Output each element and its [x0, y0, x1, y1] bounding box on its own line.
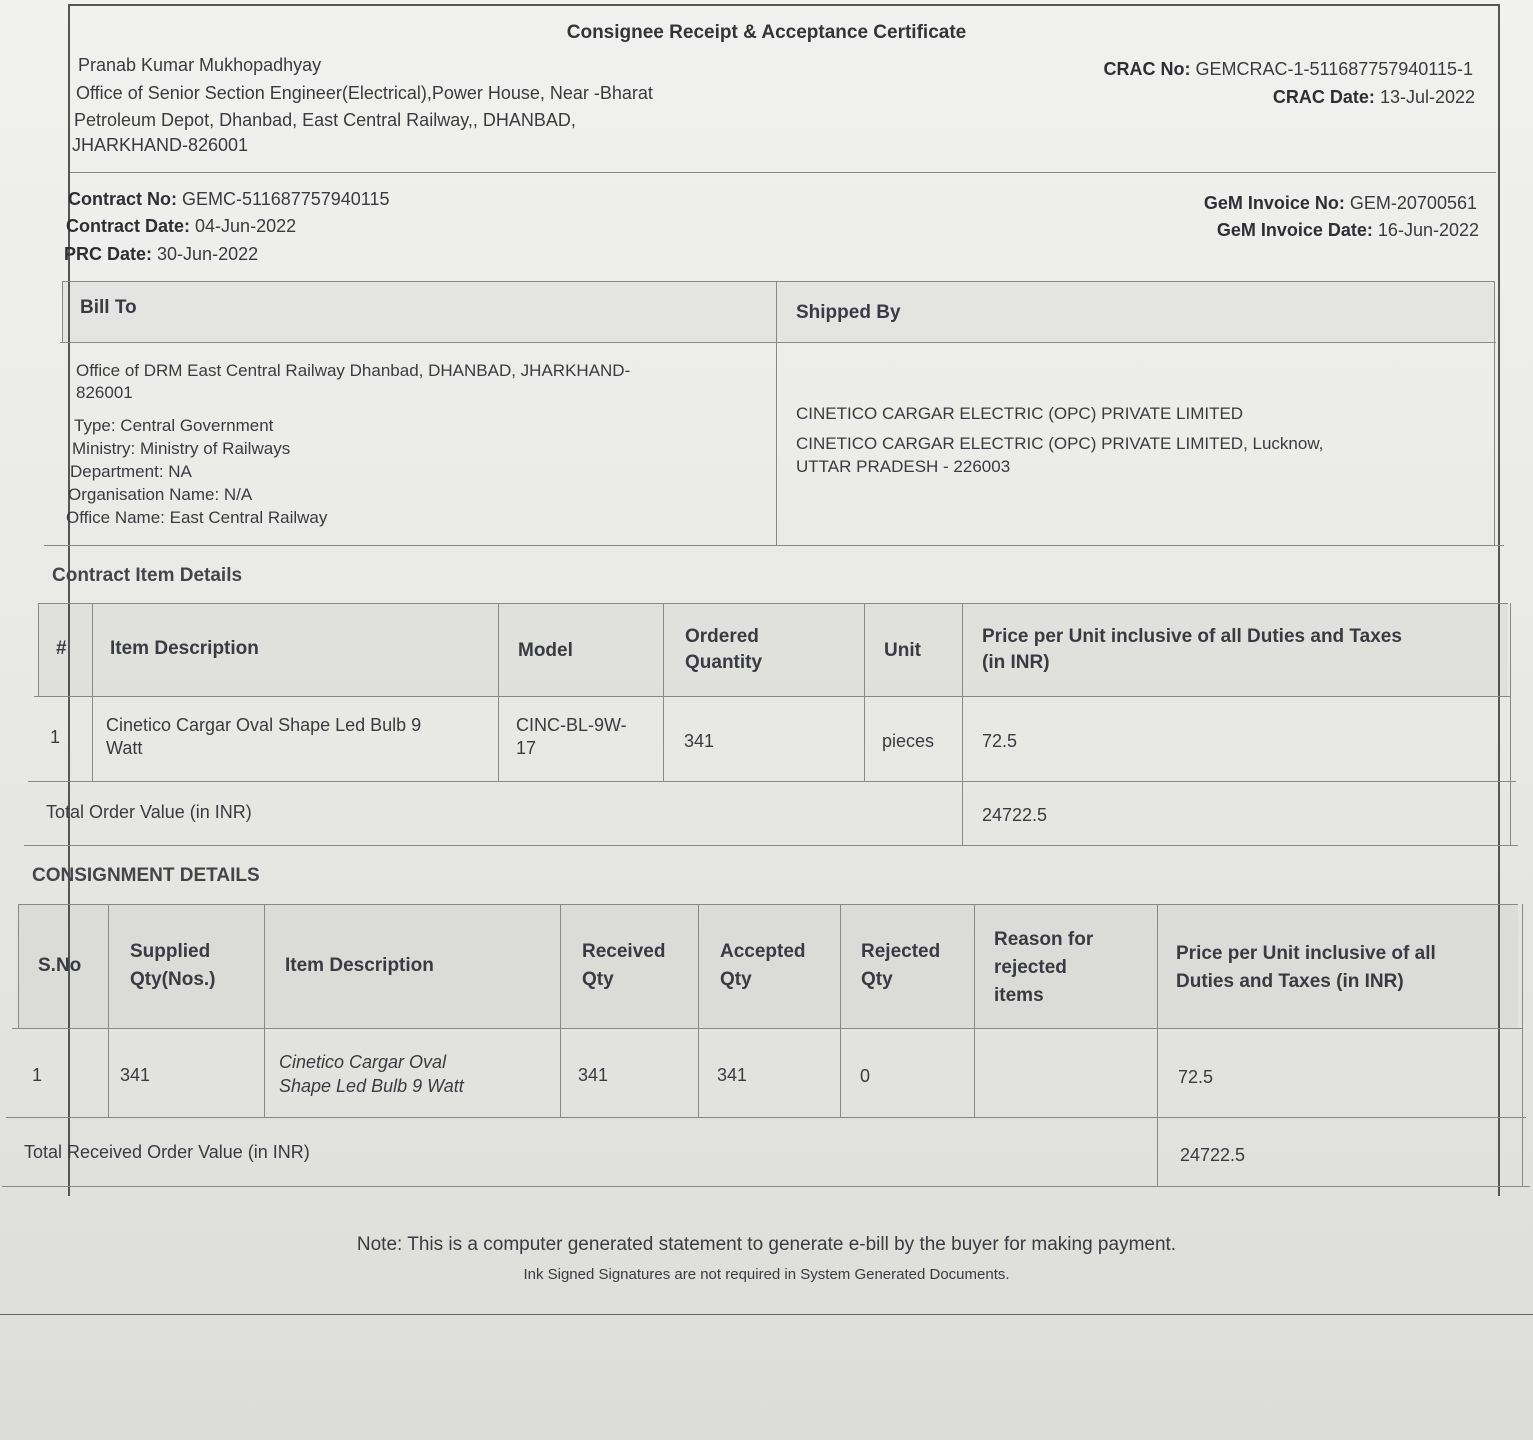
header-line: Received [582, 941, 666, 962]
bill-to-department: Department: NA [70, 462, 192, 481]
header-line: Price per Unit inclusive of all Duties and Taxes [982, 626, 1402, 647]
bill-to-details [66, 414, 328, 529]
cell-line: 17 [516, 738, 537, 758]
document-title: Consignee Receipt & Acceptance Certificate [566, 22, 967, 43]
header-line: Accepted [720, 941, 806, 962]
column-header-unit: Unit [884, 640, 921, 661]
consignee-address-line: Office of Senior Section Engineer(Electrical),Power House, Near -Bharat [76, 83, 653, 103]
table-border [1494, 281, 1495, 545]
table-border [92, 603, 93, 781]
parties-header-shade [62, 282, 1494, 342]
column-header-supplied-qty [130, 938, 216, 994]
cell-number: 1 [50, 727, 61, 747]
contract-items-title: Contract Item Details [52, 565, 243, 586]
gem-invoice-number [1204, 190, 1477, 216]
table-border [498, 603, 499, 781]
cell-supplied-qty: 341 [120, 1065, 151, 1085]
bill-to-type: Type: Central Government [74, 416, 274, 435]
table-border [974, 904, 975, 1117]
crac-number-value: GEMCRAC-1-511687757940115-1 [1195, 59, 1473, 79]
header-line: Qty [582, 969, 614, 990]
table-border [2, 1186, 1530, 1187]
table-border [840, 904, 841, 1117]
table-border [34, 696, 1510, 697]
total-received-value: 24722.5 [1180, 1145, 1246, 1165]
bill-to-address-line: 826001 [76, 383, 133, 402]
table-border [44, 545, 1504, 546]
contract-date [66, 213, 296, 239]
bill-to-ministry: Ministry: Ministry of Railways [72, 439, 291, 458]
crac-number-label: CRAC No: [1103, 59, 1191, 79]
header-line: Qty [861, 969, 893, 990]
header-line: rejected [994, 957, 1067, 978]
total-order-value: 24722.5 [982, 805, 1048, 825]
contract-date-value: 04-Jun-2022 [195, 216, 297, 236]
divider [70, 172, 1496, 173]
table-border [28, 781, 1516, 782]
cell-accepted-qty: 341 [717, 1065, 748, 1085]
header-line: (in INR) [982, 652, 1050, 673]
signature-note: Ink Signed Signatures are not required in System Generated Documents. [523, 1266, 1010, 1283]
prc-date [64, 241, 258, 267]
column-header-ordered-quantity [685, 624, 762, 676]
bill-to-header: Bill To [80, 297, 137, 318]
table-border [18, 904, 19, 1028]
consignee-name: Pranab Kumar Mukhopadhyay [78, 55, 322, 75]
table-border [38, 603, 39, 696]
cell-item-description [106, 714, 421, 760]
table-border [1510, 603, 1511, 845]
header-line: Qty [720, 969, 752, 990]
contract-date-label: Contract Date: [66, 216, 191, 236]
column-header-reason [994, 926, 1093, 1010]
header-line: Supplied [130, 941, 211, 962]
consignee-address-line: JHARKHAND-826001 [72, 135, 249, 155]
column-header-item-description: Item Description [110, 638, 259, 659]
column-header-accepted-qty [720, 938, 806, 994]
gem-invoice-date-value: 16-Jun-2022 [1377, 220, 1479, 240]
cell-rejected-qty: 0 [860, 1066, 871, 1086]
crac-date [1273, 84, 1475, 110]
crac-date-value: 13-Jul-2022 [1379, 87, 1475, 107]
computer-generated-note: Note: This is a computer generated statement to generate e-bill by the buyer for making payment. [356, 1234, 1177, 1255]
table-border [1522, 904, 1523, 1186]
table-border [698, 904, 699, 1117]
cell-received-qty: 341 [578, 1065, 609, 1085]
table-border [962, 603, 963, 845]
prc-date-label: PRC Date: [64, 244, 153, 264]
contract-number-label: Contract No: [68, 189, 177, 209]
column-header-item-description: Item Description [285, 955, 434, 976]
column-header-model: Model [518, 640, 573, 661]
bill-to-address-line: Office of DRM East Central Railway Dhanbad, DHANBAD, JHARKHAND- [76, 361, 631, 380]
total-order-value-label: Total Order Value (in INR) [46, 802, 252, 822]
header-line: Quantity [685, 652, 763, 673]
shipped-by-address-line: CINETICO CARGAR ELECTRIC (OPC) PRIVATE LIMITED, Lucknow, [796, 434, 1324, 453]
table-border [62, 281, 1494, 282]
table-border [12, 1028, 1522, 1029]
gem-invoice-number-value: GEM-20700561 [1349, 193, 1477, 213]
cell-unit: pieces [882, 731, 935, 751]
table-border [560, 904, 561, 1117]
cell-line: Cinetico Cargar Oval Shape Led Bulb 9 [106, 715, 422, 735]
page-bottom-line [0, 1314, 1533, 1315]
shipped-by-header: Shipped By [796, 302, 901, 323]
total-received-value-label: Total Received Order Value (in INR) [24, 1142, 310, 1162]
cell-price: 72.5 [982, 731, 1018, 751]
crac-date-label: CRAC Date: [1272, 87, 1375, 107]
table-border [60, 342, 1496, 343]
table-border [864, 603, 865, 781]
header-line: Duties and Taxes (in INR) [1176, 971, 1404, 992]
cell-line: Cinetico Cargar Oval [279, 1052, 447, 1072]
table-border [38, 603, 1508, 604]
column-header-number: # [56, 638, 67, 659]
cell-price: 72.5 [1178, 1067, 1214, 1087]
table-border [264, 904, 265, 1117]
contract-number-value: GEMC-511687757940115 [182, 189, 390, 209]
prc-date-value: 30-Jun-2022 [157, 244, 259, 264]
table-border [663, 603, 664, 781]
crac-number [1103, 56, 1473, 82]
contract-number [68, 186, 390, 212]
cell-line: CINC-BL-9W- [516, 715, 627, 735]
table-border [108, 904, 109, 1117]
column-header-sno: S.No [38, 955, 82, 976]
consignment-details-title: CONSIGNMENT DETAILS [32, 865, 260, 886]
cell-line: Shape Led Bulb 9 Watt [279, 1076, 464, 1096]
table-border [18, 904, 1518, 905]
header-line: items [994, 985, 1044, 1006]
table-border [776, 281, 777, 545]
bill-to-office: Office Name: East Central Railway [66, 508, 328, 527]
consignee-address-line: Petroleum Depot, Dhanbad, East Central Railway,, DHANBAD, [74, 110, 576, 130]
shipped-by-address-line: UTTAR PRADESH - 226003 [796, 457, 1011, 476]
table-border [1157, 904, 1158, 1186]
gem-invoice-date [1217, 217, 1479, 243]
table-border [24, 845, 1518, 846]
column-header-rejected-qty [861, 938, 940, 994]
header-line: Rejected [861, 941, 941, 962]
shipped-by-address [796, 432, 1323, 478]
header-line: Ordered [685, 626, 759, 647]
column-header-received-qty [582, 938, 665, 994]
gem-invoice-date-label: GeM Invoice Date: [1216, 220, 1373, 240]
cell-model [516, 714, 627, 760]
shipped-by-company: CINETICO CARGAR ELECTRIC (OPC) PRIVATE LIMITED [796, 404, 1244, 423]
column-header-price [1176, 940, 1436, 996]
header-line: Qty(Nos.) [130, 969, 216, 990]
bill-to-organisation: Organisation Name: N/A [68, 485, 253, 504]
header-line: Price per Unit inclusive of all [1176, 943, 1436, 964]
bill-to-address [76, 360, 630, 404]
header-line: Reason for [994, 929, 1094, 950]
cell-ordered-quantity: 341 [684, 731, 715, 751]
gem-invoice-number-label: GeM Invoice No: [1203, 193, 1345, 213]
cell-sno: 1 [32, 1065, 43, 1085]
table-border [6, 1117, 1526, 1118]
table-border [62, 281, 63, 343]
cell-item-description [279, 1050, 464, 1098]
cell-line: Watt [106, 738, 143, 758]
column-header-price [982, 624, 1402, 676]
